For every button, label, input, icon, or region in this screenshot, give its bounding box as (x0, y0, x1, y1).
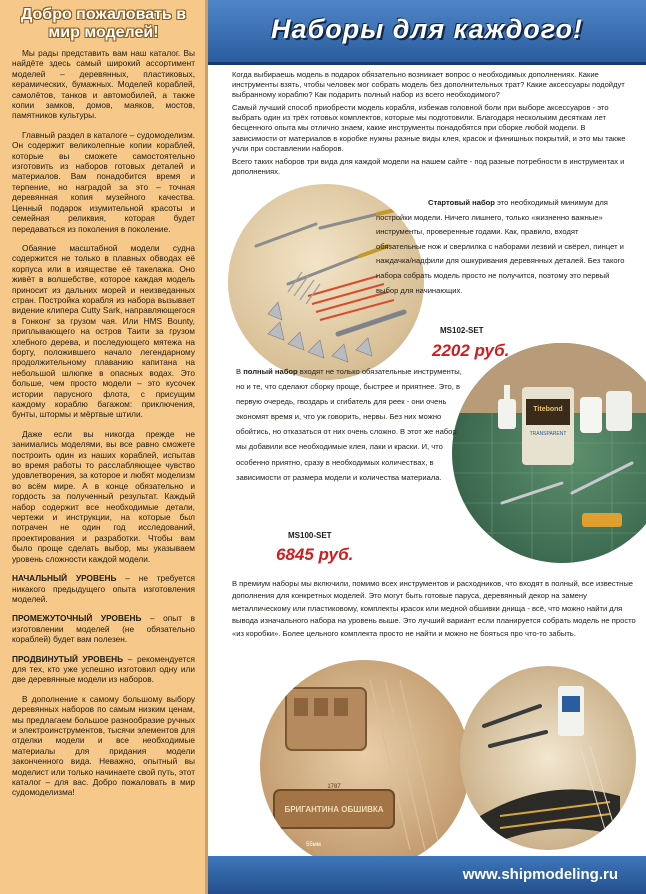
premium-kit-photo (260, 660, 470, 870)
sidebar-closing: В дополнение к самому большому выбору деревянных наборов по самым низким ценам, мы предлагаем большое разнообразие ручных и электроинструментов, тысячи элементов для отделки модели и все необходимые материалы для придания модели законченного вида. Неважно, опытный вы моделист или только начинаете свой путь, этот каталог – для вас. Добро пожаловать в мир судомоделизма! (12, 693, 195, 798)
sidebar-title: Добро пожаловать в мир моделей! (20, 6, 187, 41)
sidebar (0, 0, 208, 894)
glue-type: TRANSPARENT (529, 431, 567, 437)
starter-price: 2202 руб. (432, 341, 510, 360)
intro-paragraph: Когда выбираешь модель в подарок обязательно возникает вопрос о необходимых дополнениях. Какие инструменты взять, чтобы человек мог собрать модель без дополнительных трат? Какие аксессуары подойдут выбранному кораблю? Как подарить полный набор из всего необходимого? (232, 70, 625, 100)
level-name: ПРОДВИНУТЫЙ УРОВЕНЬ (12, 653, 124, 664)
level-intermediate (12, 613, 195, 644)
sidebar-paragraph: Мы рады представить вам наш каталог. Вы найдёте здесь самый широкий ассортимент моделей – деревянных, пластиковых, керамических, бумажных. Моделей кораблей, самолётов, танков и автомобилей, а также копии замков, домов, маяков, мостов, памятников культуры. (12, 48, 195, 121)
sidebar-paragraph: Обаяние масштабной модели судна содержится не только в плавных обводах её корпуса или в изяществе её такелажа. Оно живёт в волшебстве, которое каждая модель приносит из дальних морей и неизведанных стран. Постройка корабля из набора вызывает видение клипера Cutty Sark, направляющегося в Гонконг за грузом чая. Или HMS Bounty, приплывающего на остров Таити за грузом хлебного дерева, и последующего мятежа на борту, положившего начало легендарному продолжительному плаванию капитана на небольшой шлюпке в опасных водах. Это больше, чем просто модели – это кусочек истории парусного флота, с присущим каждому кораблю багажом: приключения, бунты, штормы и мёртвые штили. (12, 242, 195, 420)
footer-bar (208, 856, 646, 894)
sidebar-paragraph: Главный раздел в каталоге – судомоделизм. Он содержит великолепные копии кораблей, которые вы сможете самостоятельно изготовить из наборов готовых деталей и материалов. Вам понадобится время и терпение, но наградой за это – точная деревянная копия музейного качества. Ценный подарок изумительной красоты и семейная реликвия, которая будет передаваться из поколения в поколение. (12, 129, 195, 234)
ship-details-illustration (460, 666, 636, 850)
glue-brand: Titebond (533, 406, 563, 413)
website-link[interactable]: www.shipmodeling.ru (462, 866, 618, 883)
intro-paragraph: Самый лучший способ приобрести модель корабля, избежав головной боли при выборе аксессуаров - это выбрать один из трёх готовых комплектов, которые мы подготовили. Благодаря нескольким десяткам лет бесценного опыта мы отлично знаем, какие инструменты понадобятся при сборке любой модели. В зависимости от материалов в коробке нужны разные виды клея, красок и финишных покрытий, и это мы также учли при составлении наборов. (232, 103, 626, 153)
full-lead: полный набор (243, 367, 298, 376)
full-description: В полный набор входят не только обязательные инструменты, но и те, что сделают сборку проще, быстрее и приятнее. Это, в первую очередь, гвоздарь и сгибатель для реек - они очень экономят время и, что уж говорить, нервы. Без них можно обойтись, но отказаться от них очень сложно. В этот же набор мы добавили все необходимые клея, лаки и краски. И, что особенно приятно, сразу в необходимых количествах, в зависимости от размера модели и количества материала. (236, 367, 462, 482)
page-title: Наборы для каждого! (271, 14, 583, 44)
nameplate-text: БРИГАНТИНА ОБШИВКА (284, 805, 384, 814)
starter-lead: Стартовый набор (428, 198, 495, 207)
intro-text (232, 70, 632, 180)
level-text: – рекомендуется для тех, кто уже успешно изготовил одну или две деревянные модели из наборов. (12, 653, 195, 685)
starter-text: это необходимый минимум для постройки модели. Ничего лишнего, только «жизненно важные» инструменты, проверенные годами. Как, правило, входят обязательные нож и сверлилка с наборами лезвий и свёрел, пинцет и наждачка/надфили для ошкуривания деревянных деталей. Без такого набора собрать модель просто не получится, поэтому это первый выбор для начинающих. (376, 198, 625, 295)
full-code: MS100-SET (288, 531, 332, 540)
premium-accessories-photo (460, 666, 636, 850)
sidebar-paragraph: Даже если вы никогда прежде не занимались моделями, вы все равно сможете построить один из наших кораблей, испытав во время работы то расслабляющее чувство удовлетворения, за которое и любят моделизм во всём мире. А в конце обязательно и гордость за полученный результат. Каждый набор содержит все необходимые детали, чертежи и инструкции, на которые был потрачен не один год исследований, проектирования и разработки. Чтобы вам было проще сделать выбор, мы указываем уровень сложности каждой модели. (12, 428, 195, 564)
starter-code: MS102-SET (440, 326, 484, 335)
level-beginner (12, 573, 195, 604)
full-price: 6845 руб. (276, 545, 354, 564)
level-text: – опыт в изготовлении моделей (не обязательно кораблей) будет вам полезен. (12, 613, 195, 645)
starter-description (376, 196, 626, 301)
wood-decor-illustration (260, 660, 470, 870)
scale-label: 55мм (306, 842, 321, 848)
premium-text: В премиум наборы мы включили, помимо всех инструментов и расходников, что входят в полный, все известные дополнения для конкретных моделей. Это могут быть готовые паруса, деревянный декор на замену металлическому или пластиковому, комплекты красок или медной обшивки днища - всё, что можно найти для вывода изначального набора на уровень выше. Это лучший вариант если планируется собрать модель не просто «из коробки». Более цельного комплекта просто не найти и можно не бояться про что-то забыть. (232, 579, 636, 638)
glue-and-tools-illustration (452, 343, 646, 563)
level-text: – не требуется никакого предыдущего опыта изготовления моделей. (12, 573, 195, 604)
intro-paragraph: Всего таких наборов три вида для каждой модели на нашем сайте - под разные потребности в инструментах и дополнениях. (232, 156, 625, 176)
main-content (208, 0, 646, 894)
full-text: входят не только обязательные инструменты, но и те, что сделают сборку проще, быстрее и приятнее. Это, в первую очередь, гвоздарь и сгибатель для реек - они очень экономят время и, что уж говорить, нервы. Без них можно обойтись, но отказаться от них очень сложно. В этот же набор мы добавили все необходимые клея, лаки и краски. И, что особенно приятно, сразу в необходимых количествах, в зависимости от размера модели и количества материала. (236, 367, 462, 482)
full-kit-photo (452, 343, 646, 563)
header-banner (208, 0, 646, 65)
premium-description (232, 578, 636, 643)
level-name: ПРОМЕЖУТОЧНЫЙ УРОВЕНЬ (12, 613, 142, 624)
level-advanced (12, 654, 195, 685)
nameplate-year: 1787 (327, 784, 341, 790)
level-name: НАЧАЛЬНЫЙ УРОВЕНЬ (12, 573, 117, 584)
